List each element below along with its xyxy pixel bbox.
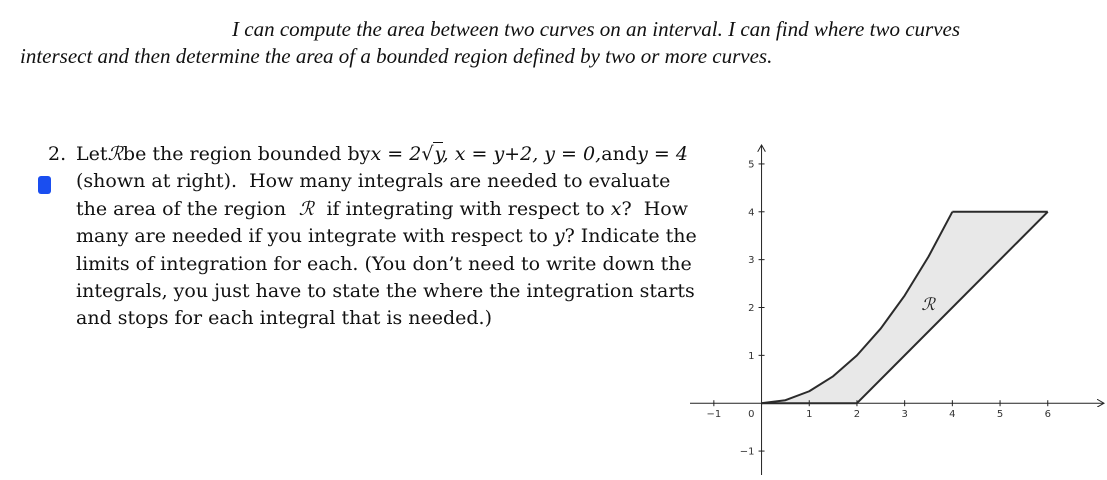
x-tick-label: 3	[901, 409, 908, 421]
x-tick-label: 5	[996, 409, 1004, 421]
y-tick-label: −1	[739, 446, 755, 458]
learning-objectives	[20, 16, 1100, 70]
problem-line-4: many are needed if you integrate with respect to y? Indicate the	[76, 225, 697, 248]
y-tick-label: 5	[748, 159, 755, 171]
region-symbol: ℛ	[107, 143, 123, 165]
problem-line-6: integrals, you just have to state the where the integration starts	[76, 280, 695, 303]
x-tick-label: 4	[949, 409, 956, 421]
equation-y4: y = 4	[637, 143, 688, 165]
axis-ticks	[706, 159, 1050, 457]
origin-label: 0	[748, 409, 755, 421]
y-tick-label: 2	[748, 303, 755, 314]
x-tick-label: −1	[706, 409, 722, 421]
problem-text	[76, 141, 697, 333]
y-tick-label: 1	[748, 350, 755, 362]
problem-line-2: (shown at right). How many integrals are needed to evaluate	[76, 170, 671, 193]
region-fill	[762, 212, 1048, 403]
y-tick-label: 4	[748, 207, 755, 219]
objective-line-1: I can compute the area between two curves on an interval. I can find where two curves	[232, 17, 961, 41]
problem-line-3: the area of the region ℛ if integrating with respect to x? How	[76, 197, 688, 220]
objective-line-2: intersect and then determine the area of a bounded region defined by two or more curves.	[20, 44, 773, 68]
x-tick-label: 2	[853, 409, 861, 421]
problem-line-7: and stops for each integral that is needed.)	[76, 307, 492, 330]
equation-sqrt: x = 2√y, x = y+2, y = 0,	[370, 143, 602, 165]
problem-line-5: limits of integration for each. (You don’t need to write down the	[76, 252, 692, 275]
region-graph	[690, 140, 1105, 475]
x-tick-label: 6	[1044, 409, 1051, 421]
problem-line-1: Let ℛ be the region bounded by x = 2√y, x = y+2, y = 0, and y = 4	[76, 141, 688, 168]
region-label: ℛ	[921, 294, 935, 315]
problem-number: 2.	[48, 143, 67, 165]
y-tick-label: 3	[748, 255, 755, 267]
problem-2	[48, 141, 697, 333]
x-tick-label: 1	[806, 409, 813, 421]
